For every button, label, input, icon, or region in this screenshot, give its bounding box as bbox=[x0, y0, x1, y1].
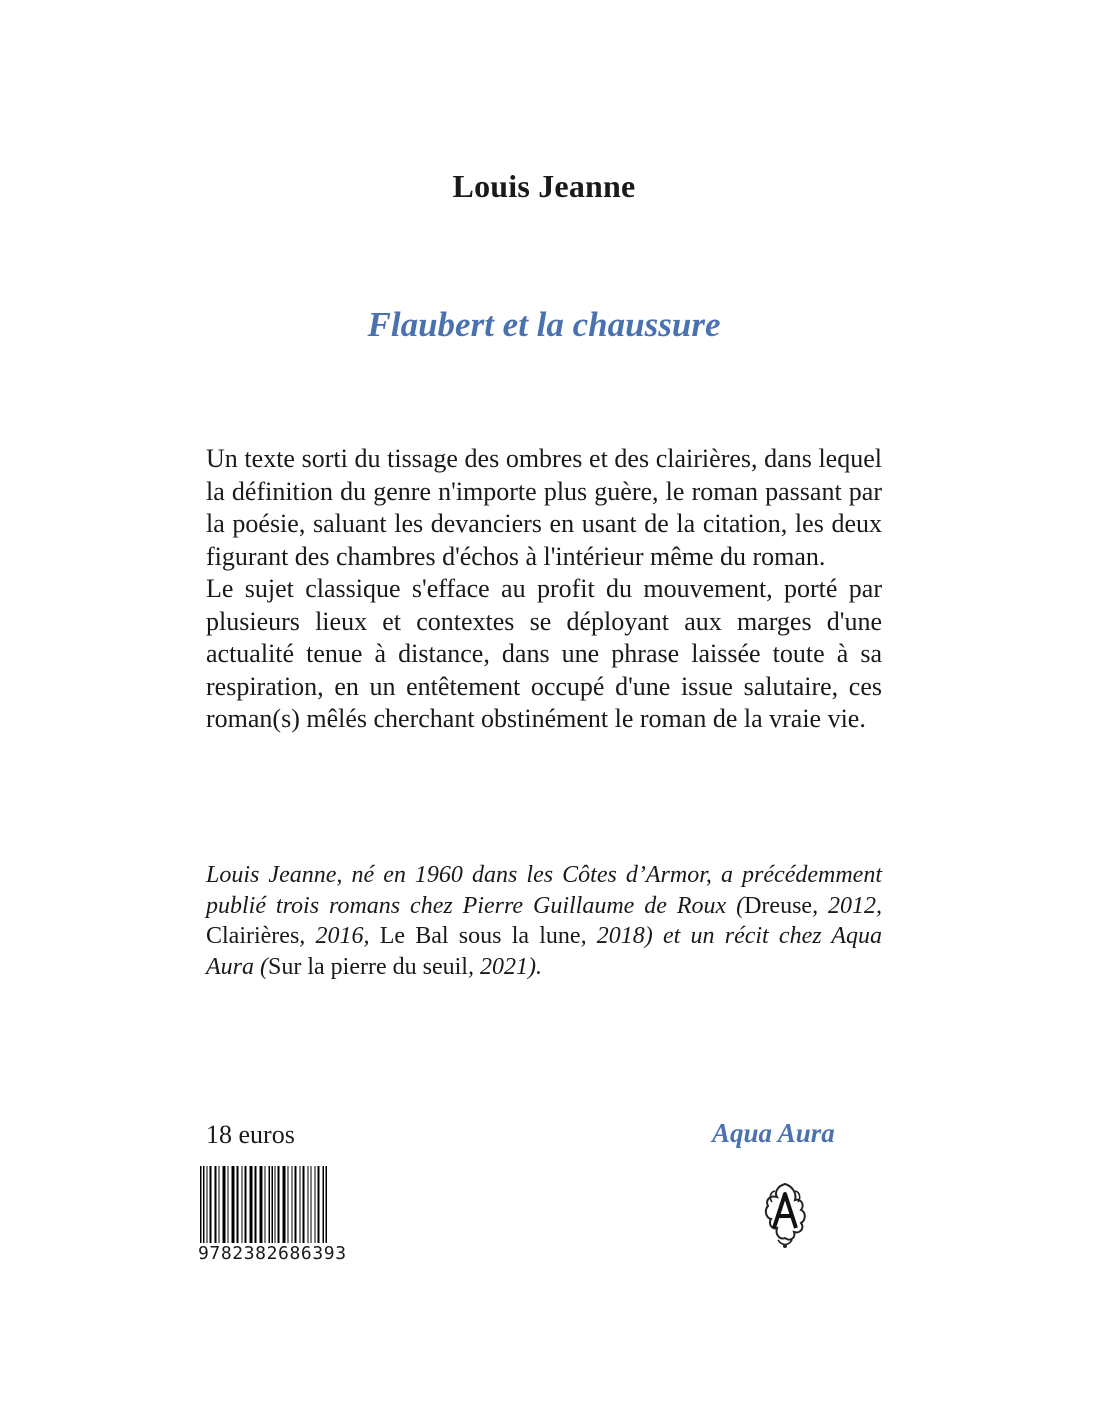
book-title: Flaubert et la chaussure bbox=[367, 305, 721, 344]
barcode-bar bbox=[292, 1166, 293, 1246]
price: 18 euros bbox=[206, 1120, 295, 1149]
barcode-bar bbox=[315, 1166, 316, 1246]
bio-book-dreuse: Dreuse bbox=[744, 892, 813, 919]
barcode-bar bbox=[223, 1166, 226, 1246]
bio-book-clairieres: Clairières bbox=[206, 923, 300, 949]
barcode-bar bbox=[265, 1166, 266, 1246]
blurb-paragraph-1: Un texte sorti du tissage des ombres et des clairières, dans lequel la définition du genre n'importe plus guère, le roman passant par la poésie, saluant les devanciers en usant de la citation, les deux figurant des chambres d'échos à l'intérieur même du roman. bbox=[206, 444, 882, 571]
barcode-bar bbox=[219, 1166, 220, 1246]
publisher-logo bbox=[760, 1180, 810, 1250]
bio-book-pierre: Sur la pierre du seuil bbox=[268, 953, 468, 980]
bio-text-5: , 2021). bbox=[467, 953, 542, 980]
barcode-bar bbox=[288, 1166, 289, 1246]
barcode-bar bbox=[275, 1166, 276, 1246]
bio-text-1: Louis Jeanne, né en 1960 dans les Côtes d’Armor, a précédemment publié trois romans chez Pierre Guillaume de Roux ( bbox=[206, 862, 882, 919]
bio-text-3: , 2016, bbox=[299, 923, 380, 949]
barcode-bar bbox=[215, 1166, 217, 1246]
barcode-bar bbox=[237, 1166, 239, 1246]
barcode-bar bbox=[303, 1166, 305, 1246]
barcode-bar bbox=[283, 1166, 286, 1246]
barcode-bar bbox=[210, 1166, 212, 1246]
barcode-bar bbox=[207, 1166, 208, 1246]
barcode-bar bbox=[255, 1166, 257, 1246]
isbn-number: 9782382686393 bbox=[198, 1243, 392, 1265]
publisher-name: Aqua Aura bbox=[712, 1118, 835, 1148]
author-name: Louis Jeanne bbox=[452, 168, 636, 204]
barcode-bar bbox=[260, 1166, 263, 1246]
barcode-bar bbox=[278, 1166, 280, 1246]
barcode-bar bbox=[250, 1166, 253, 1246]
barcode-bar bbox=[245, 1166, 247, 1246]
barcode-bar bbox=[295, 1166, 297, 1246]
blurb-paragraph-2: Le sujet classique s'efface au profit du mouvement, porté par plusieurs lieux et contextes se déployant aux marges d'une actualité tenue à distance, dans une phrase laissée toute à sa respiration, en un entêtement occupé d'une issue salutaire, ces roman(s) mêlés cherchant obstinément le roman de la vraie vie. bbox=[206, 574, 882, 733]
author-bio bbox=[206, 860, 882, 982]
blurb bbox=[206, 443, 882, 736]
barcode-bar bbox=[318, 1166, 320, 1246]
barcode-bar bbox=[311, 1166, 312, 1246]
barcode-bar bbox=[308, 1166, 309, 1246]
bio-text-2: , 2012, bbox=[812, 892, 883, 919]
barcode-bar bbox=[232, 1166, 235, 1246]
bio-book-bal: Le Bal sous la lune bbox=[379, 923, 581, 949]
barcode-bar bbox=[242, 1166, 243, 1246]
barcode-bar bbox=[228, 1166, 229, 1246]
bio-text-4: , 2018) et un récit chez Aqua Aura ( bbox=[206, 923, 883, 980]
barcode-bar bbox=[300, 1166, 301, 1246]
